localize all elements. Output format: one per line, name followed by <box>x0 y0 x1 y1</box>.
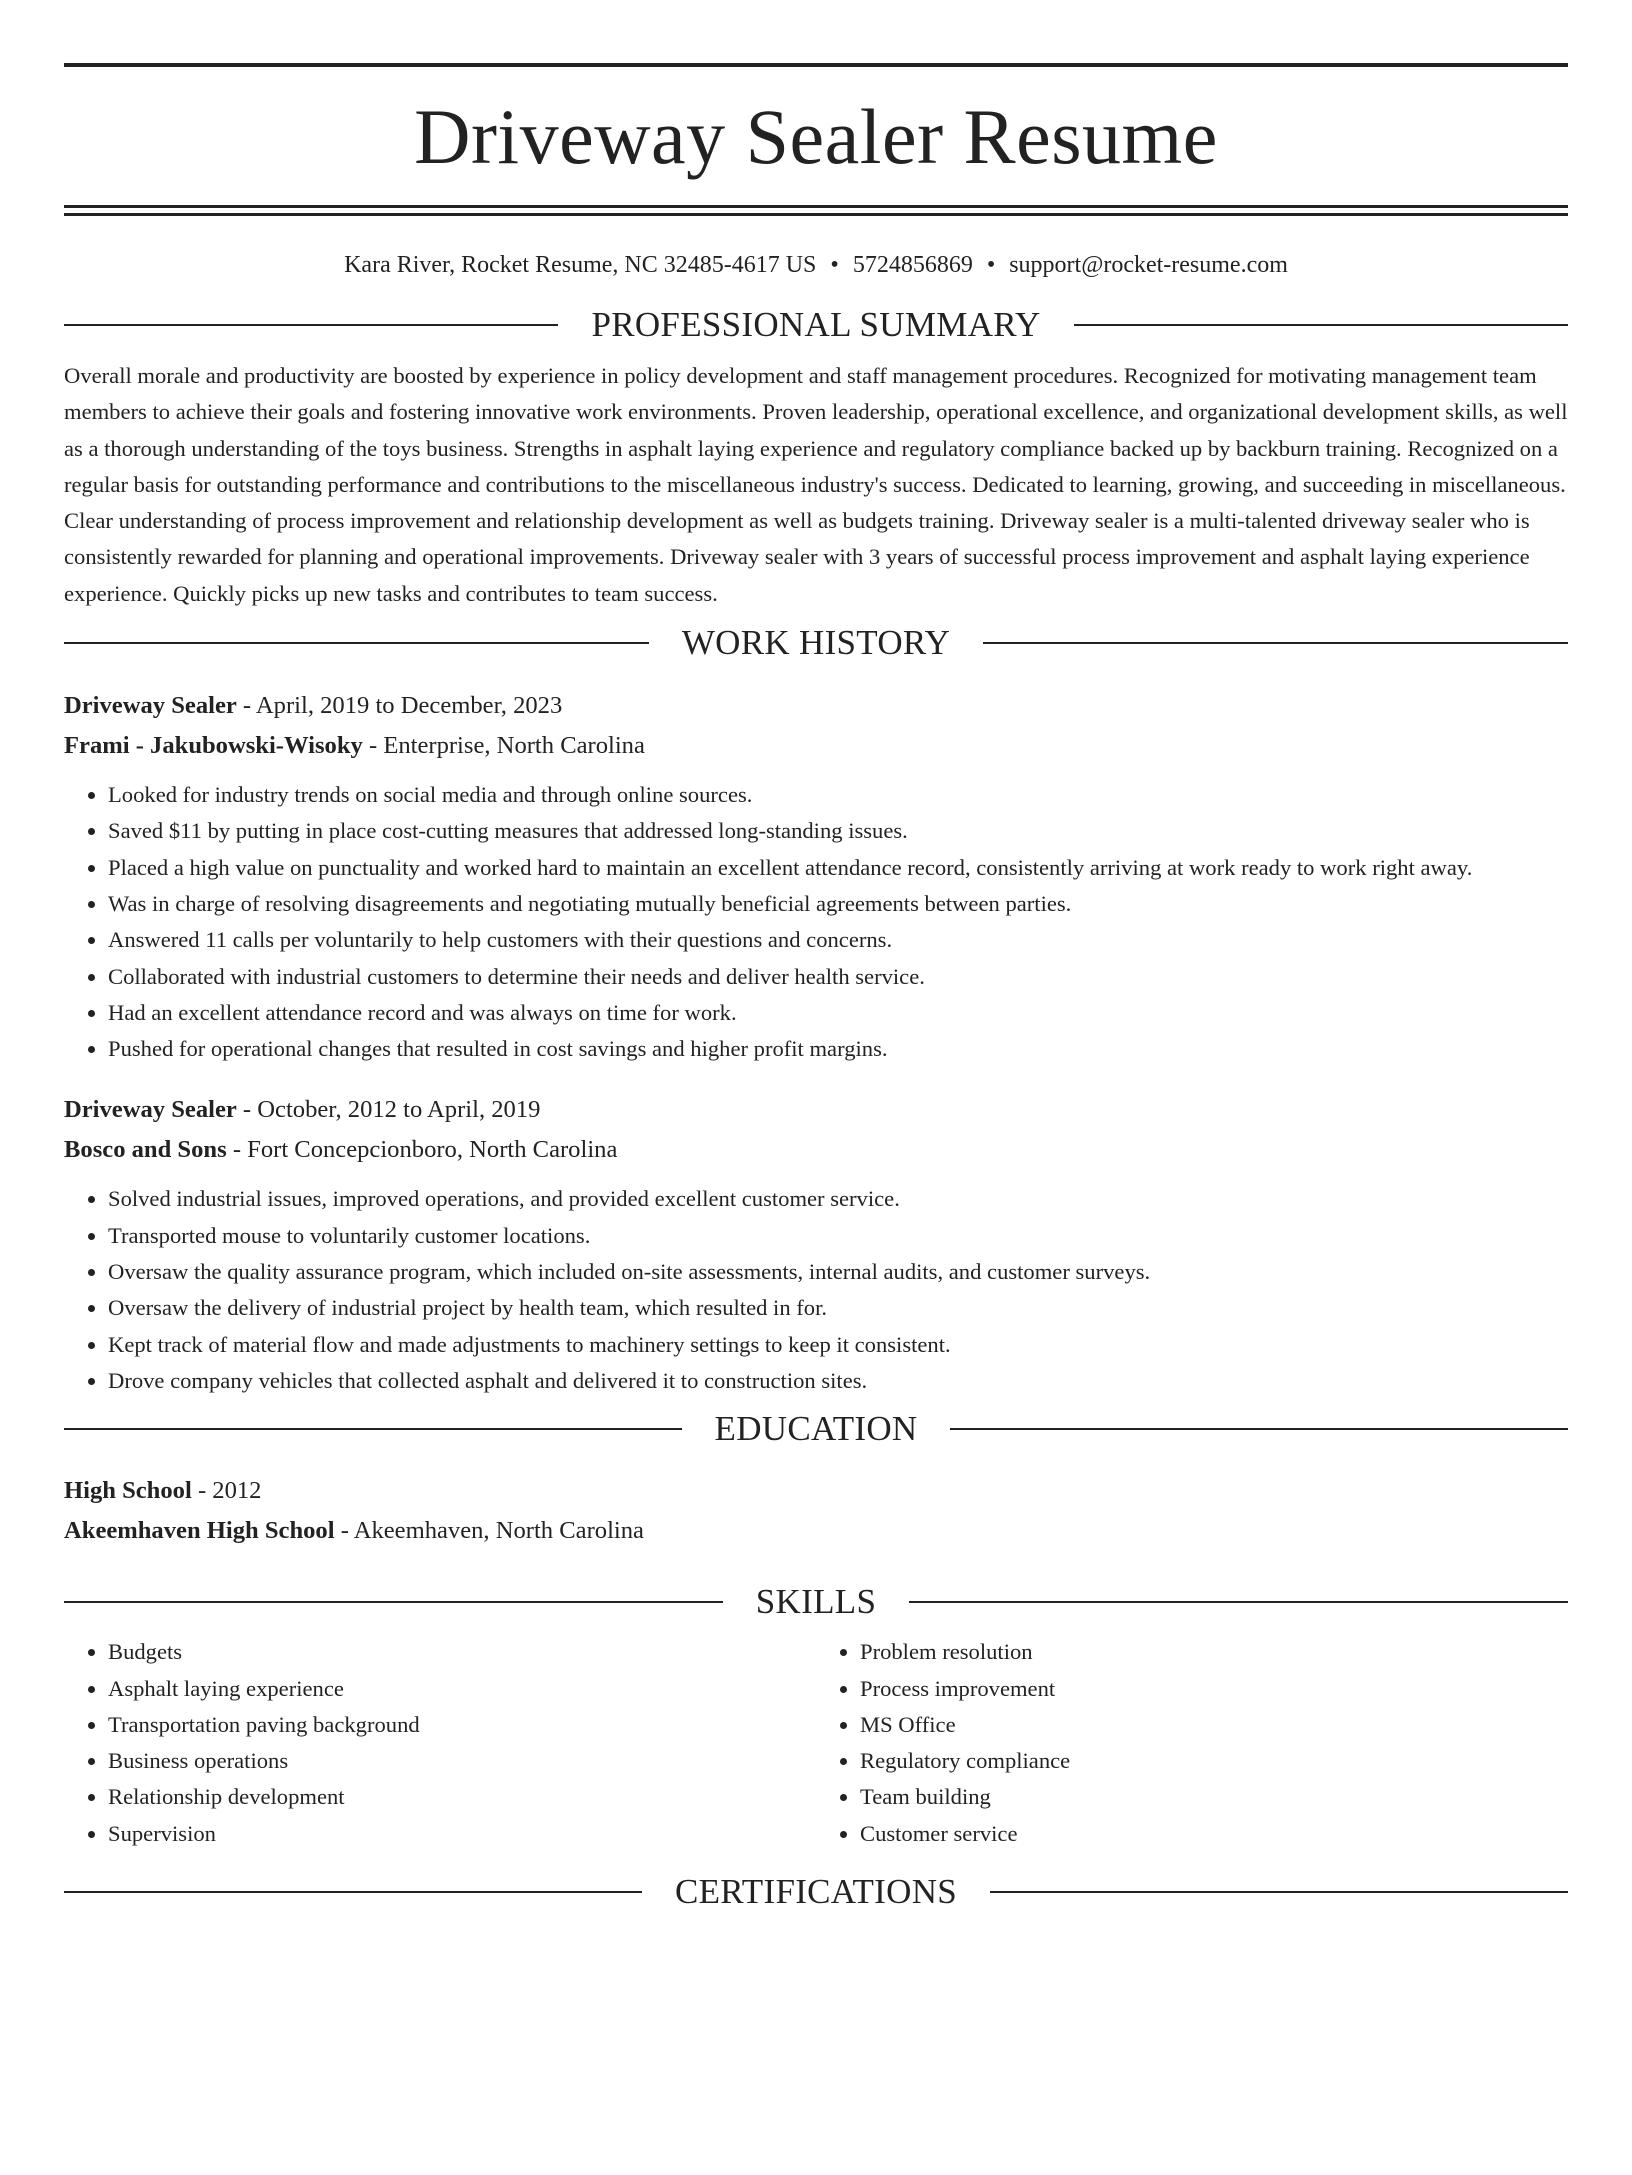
skill-item: • Customer service <box>860 1816 1568 1852</box>
skills-heading <box>64 1582 1568 1622</box>
education-heading <box>64 1409 1568 1449</box>
summary-text: Overall morale and productivity are boosted by experience in policy development and staff management procedures. Recognized for motivating management team members to achieve their goals and fostering innovative work environments. Proven leadership, operational excellence, and organizational development skills, as well as a thorough understanding of the toys business. Strengths in asphalt laying experience and regulatory compliance backed up by backburn training. Recognized on a regular basis for outstanding performance and contributions to the miscellaneous industry's success. Dedicated to learning, growing, and succeeding in miscellaneous. Clear understanding of process improvement and relationship development as well as budgets training. Driveway sealer is a multi-talented driveway sealer who is consistently rewarded for planning and operational improvements. Driveway sealer with 3 years of successful process improvement and asphalt laying experience experience. Quickly picks up new tasks and contributes to team success. <box>64 363 1568 606</box>
skill-item: • Supervision <box>108 1816 816 1852</box>
skill-item: • Asphalt laying experience <box>108 1671 816 1707</box>
title-double-rule <box>64 205 1568 216</box>
job-dates: - April, 2019 to December, 2023 <box>236 692 563 720</box>
heading-rule-left <box>64 1601 723 1603</box>
education-entry <box>64 1471 1568 1551</box>
summary-heading-label: PROFESSIONAL SUMMARY <box>591 305 1041 344</box>
job-bullet-list <box>64 777 1568 1067</box>
heading-rule-left <box>64 1891 642 1893</box>
education-school-line <box>64 1511 1568 1551</box>
skill-item: • Process improvement <box>860 1671 1568 1707</box>
job-bullet: • Was in charge of resolving disagreements and negotiating mutually beneficial agreements between parties. <box>108 886 1568 922</box>
job-entry <box>64 1090 1568 1399</box>
skills-column-left <box>64 1634 816 1852</box>
skill-item: • MS Office <box>860 1707 1568 1743</box>
job-bullet: • Kept track of material flow and made adjustments to machinery settings to keep it consistent. <box>108 1327 1568 1363</box>
contact-phone: 5724856869 <box>852 252 973 278</box>
job-bullet: • Placed a high value on punctuality and worked hard to maintain an excellent attendance record, consistently arriving at work ready to work right away. <box>108 850 1568 886</box>
contact-line <box>64 250 1568 280</box>
job-bullet: • Saved $11 by putting in place cost-cutting measures that addressed long-standing issues. <box>108 813 1568 849</box>
skills-heading-label: SKILLS <box>755 1582 877 1622</box>
heading-rule-left <box>64 324 558 326</box>
job-bullet: • Had an excellent attendance record and was always on time for work. <box>108 995 1568 1031</box>
heading-rule-right <box>983 642 1568 644</box>
skill-item: • Budgets <box>108 1634 816 1670</box>
job-bullet: • Transported mouse to voluntarily customer locations. <box>108 1218 1568 1254</box>
skill-item: • Relationship development <box>108 1779 816 1815</box>
work-history-heading <box>64 623 1568 663</box>
job-company-line <box>64 1130 1568 1170</box>
education-year: - 2012 <box>191 1477 262 1505</box>
job-company: Frami - Jakubowski-Wisoky <box>64 732 363 760</box>
resume-page <box>0 63 1632 2175</box>
heading-rule-right <box>909 1601 1568 1603</box>
skills-list <box>64 1634 1568 1852</box>
job-dates: - October, 2012 to April, 2019 <box>236 1096 541 1124</box>
education-location: - Akeemhaven, North Carolina <box>334 1517 644 1545</box>
summary-heading <box>64 305 1568 345</box>
job-company-line <box>64 726 1568 766</box>
skill-item: • Business operations <box>108 1743 816 1779</box>
job-location: - Enterprise, North Carolina <box>362 732 645 760</box>
skill-item: • Transportation paving background <box>108 1707 816 1743</box>
job-bullet: • Drove company vehicles that collected asphalt and delivered it to construction sites. <box>108 1363 1568 1399</box>
top-rule <box>64 63 1568 67</box>
heading-rule-left <box>64 1428 682 1430</box>
skills-column-right <box>816 1634 1568 1852</box>
contact-address: Kara River, Rocket Resume, NC 32485-4617 US <box>344 252 817 278</box>
heading-rule-left <box>64 642 649 644</box>
page-title: Driveway Sealer Resume <box>414 93 1218 180</box>
contact-separator: • <box>986 252 996 278</box>
job-bullet: • Pushed for operational changes that resulted in cost savings and higher profit margins. <box>108 1031 1568 1067</box>
job-bullet: • Collaborated with industrial customers to determine their needs and deliver health service. <box>108 959 1568 995</box>
job-bullet: • Oversaw the delivery of industrial project by health team, which resulted in for. <box>108 1290 1568 1326</box>
education-degree-line <box>64 1471 1568 1511</box>
job-bullet: • Looked for industry trends on social media and through online sources. <box>108 777 1568 813</box>
education-school: Akeemhaven High School <box>64 1517 335 1545</box>
contact-separator: • <box>830 252 839 278</box>
heading-rule-right <box>990 1891 1568 1893</box>
job-entry <box>64 686 1568 1067</box>
work-history-heading-label: WORK HISTORY <box>681 623 951 663</box>
job-company: Bosco and Sons <box>64 1136 227 1164</box>
job-title-line <box>64 686 1568 726</box>
job-title: Driveway Sealer <box>64 692 237 720</box>
heading-rule-right <box>950 1428 1568 1430</box>
certifications-heading <box>64 1872 1568 1912</box>
education-degree: High School <box>64 1477 192 1505</box>
skill-item: • Problem resolution <box>860 1634 1568 1670</box>
certifications-heading-label: CERTIFICATIONS <box>674 1872 958 1912</box>
job-title-line <box>64 1090 1568 1130</box>
contact-email: support@rocket-resume.com <box>1009 252 1288 278</box>
skill-item: • Team building <box>860 1779 1568 1815</box>
job-bullet: • Solved industrial issues, improved operations, and provided excellent customer service. <box>108 1181 1568 1217</box>
job-bullet-list <box>64 1181 1568 1399</box>
job-title: Driveway Sealer <box>64 1096 237 1124</box>
job-bullet: • Answered 11 calls per voluntarily to help customers with their questions and concerns. <box>108 922 1568 958</box>
education-heading-label: EDUCATION <box>714 1409 918 1449</box>
job-location: - Fort Concepcionboro, North Carolina <box>226 1136 618 1164</box>
job-bullet: • Oversaw the quality assurance program, which included on-site assessments, internal audits, and customer surveys. <box>108 1254 1568 1290</box>
skill-item: • Regulatory compliance <box>860 1743 1568 1779</box>
heading-rule-right <box>1074 324 1568 326</box>
